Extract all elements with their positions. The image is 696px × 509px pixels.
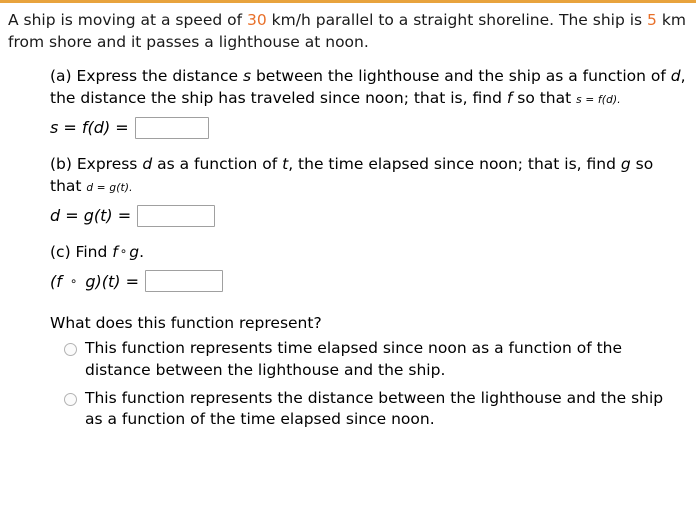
part-a-answer-line	[50, 117, 686, 139]
choice-option-1[interactable]	[64, 338, 686, 381]
part-a-text	[50, 65, 686, 110]
part-a-var-s: s	[242, 67, 252, 85]
problem-intro-text-2: km/h parallel to a straight shoreline. The ship is	[266, 11, 648, 29]
part-c-answer-line	[50, 270, 686, 292]
part-b-text-4: so that	[50, 154, 654, 196]
part-c-text	[50, 241, 686, 263]
part-a-var-d: d	[670, 67, 681, 85]
part-a-answer-input[interactable]	[135, 117, 209, 139]
question-prompt: What does this function represent?	[50, 314, 322, 333]
radio-icon[interactable]	[64, 393, 77, 406]
choice-option-2[interactable]	[64, 388, 686, 431]
part-a-text-3: , the distance the ship has traveled since noon; that is, find	[50, 67, 686, 108]
part-a-equation-label: s = f(d) =	[50, 118, 129, 138]
part-c-equation-label-2: g)(t) =	[85, 271, 140, 291]
choice-label-2: This function represents the distance between the lighthouse and the ship as a function of the time elapsed since noon.	[85, 388, 664, 429]
shore-distance-value: 5	[647, 11, 657, 29]
part-c-equation-label-1: (f	[50, 271, 62, 291]
ship-speed-value: 30	[247, 11, 267, 29]
part-a-note: s = f(d).	[576, 94, 621, 107]
part-a-text-1: (a) Express the distance	[50, 67, 243, 85]
part-b-answer-line	[50, 205, 686, 227]
part-a-var-f: f	[506, 89, 513, 108]
answer-choices	[50, 338, 686, 431]
problem-intro-text-3: km from shore and it passes a lighthouse at noon.	[8, 11, 686, 51]
part-b-answer-input[interactable]	[137, 205, 215, 227]
part-c-text-2: .	[139, 242, 144, 261]
part-b-var-g: g	[620, 154, 631, 173]
problem-page	[0, 3, 696, 509]
composition-icon: ∘	[119, 243, 128, 258]
part-b-var-t: t	[282, 154, 289, 173]
problem-intro-text-1: A ship is moving at a speed of	[8, 11, 248, 29]
part-a-text-4: so that	[512, 89, 577, 108]
part-b-text-1: (b) Express	[50, 154, 143, 173]
problem-statement	[8, 9, 686, 53]
radio-icon[interactable]	[64, 343, 77, 356]
part-a-text-2: between the lighthouse and the ship as a function of	[251, 67, 671, 85]
part-b-var-d: d	[142, 154, 153, 173]
problem-parts	[8, 65, 686, 431]
choice-label-1: This function represents time elapsed since noon as a function of the distance between the lighthouse and the ship.	[85, 339, 623, 380]
part-c-var-g: g	[129, 242, 140, 261]
part-b-text	[50, 153, 686, 198]
part-b-note: d = g(t).	[86, 182, 133, 195]
composition-icon-2: ∘	[69, 274, 78, 289]
part-c-answer-input[interactable]	[145, 270, 223, 292]
part-b-text-3: , the time elapsed since noon; that is, find	[288, 154, 621, 173]
part-c-var-f: f	[112, 242, 118, 261]
part-b-equation-label: d = g(t) =	[50, 206, 132, 226]
part-c-text-1: (c) Find	[50, 242, 113, 261]
part-b-text-2: as a function of	[152, 154, 283, 173]
